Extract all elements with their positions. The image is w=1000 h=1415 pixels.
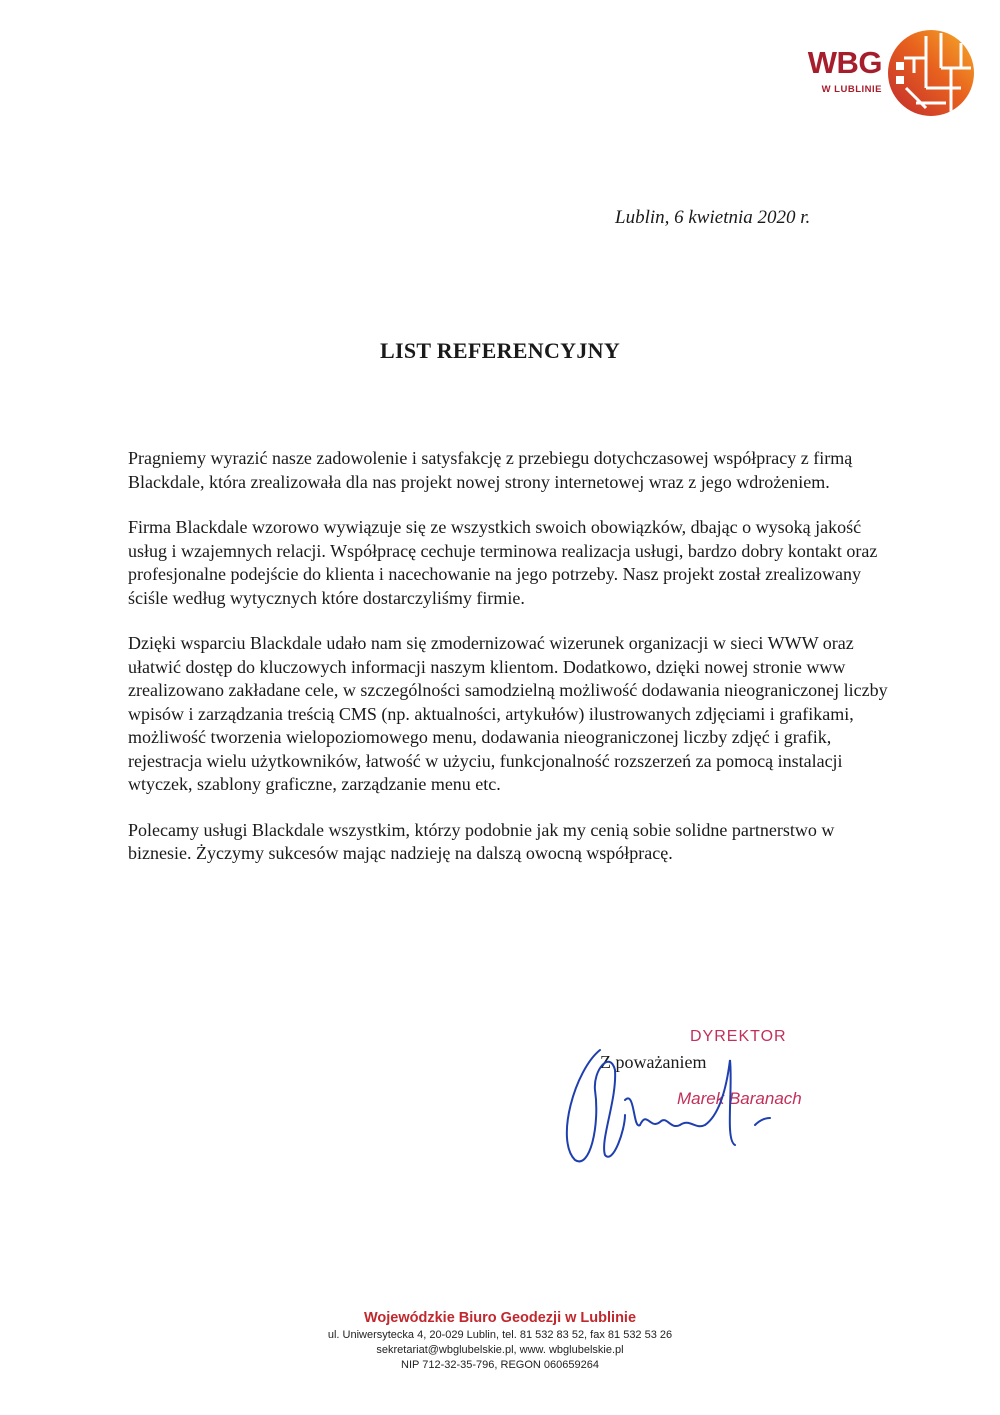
letter-title: LIST REFERENCYJNY [379,338,621,363]
handwritten-signature [555,1030,805,1170]
footer-contact: sekretariat@wbglubelskie.pl, www. wbglubelskie.pl [376,1344,624,1356]
footer-ids: NIP 712-32-35-796, REGON 060659264 [401,1359,599,1371]
footer-organization: Wojewódzkie Biuro Geodezji w Lublinie [363,1310,637,1326]
logo-name: WBG [807,45,882,80]
logo-subtitle: W LUBLINIE [821,84,882,95]
closing-phrase: Z poważaniem [600,1052,707,1072]
stamp-name: Marek Baranach [677,1089,802,1108]
wbg-logo [790,28,990,118]
paragraph: Firma Blackdale wzorowo wywiązuje się ze wszystkich swoich obowiązków, dbając o wysoką jakość usług i wzajemnych relacji. Współpracę cechuje terminowa realizacja usługi, bardzo dobry kontakt oraz profesjonalne podejście do klienta i nacechowanie na jego potrzeby. Nasz projekt został zrealizowany ściśle według wytycznych które dostarczyliśmy firmie. [128,517,878,608]
logo-wordmark [790,46,882,95]
letter-footer [0,1310,1000,1373]
letter-body [128,447,888,888]
paragraph: Pragniemy wyrazić nasze zadowolenie i satysfakcję z przebiegu dotychczasowej współpracy z firmą Blackdale, która zrealizowała dla nas projekt nowej strony internetowej wraz z jego wdrożeniem. [128,448,853,492]
paragraph: Dzięki wsparciu Blackdale udało nam się zmodernizować wizerunek organizacji w sieci WWW oraz ułatwić dostęp do kluczowych informacji naszym klientom. Dodatkowo, dzięki nowej stronie www zrealizowano zakładane cele, w szczególności samodzielną możliwość dodawania nieograniczonej liczby wpisów i zarządzania treścią CMS (np. aktualności, artykułów) ilustrowanych zdjęciami i grafikami, możliwość tworzenia wielopoziomowego menu, dodawania nieograniczonej liczby zdjęć i grafik, rejestracja wielu użytkowników, łatwość w użyciu, funkcjonalność rozszerzeń za pomocą instalacji wtyczek, szablony graficzne, zarządzanie menu etc. [128,633,888,794]
paragraph: Polecamy usługi Blackdale wszystkim, którzy podobnie jak my cenią sobie solidne partnerstwo w biznesie. Życzymy sukcesów mając nadzieję na dalszą owocną współpracę. [128,819,835,863]
letter-date: Lublin, 6 kwietnia 2020 r. [615,207,811,228]
stamp-role: DYREKTOR [690,1028,787,1045]
map-grid-logo-icon [886,28,976,118]
footer-address: ul. Uniwersytecka 4, 20-029 Lublin, tel. 81 532 83 52, fax 81 532 53 26 [327,1329,673,1341]
